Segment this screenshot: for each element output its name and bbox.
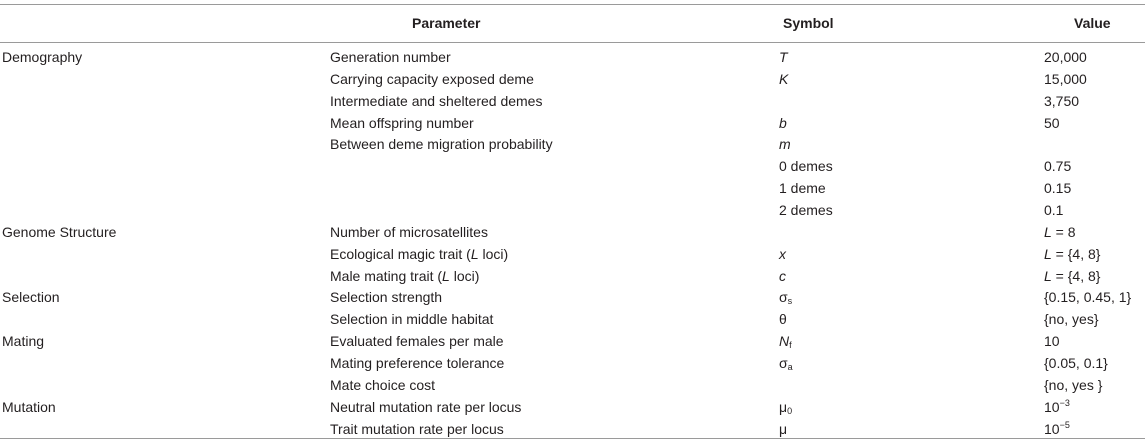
parameter-cell: Carrying capacity exposed deme <box>330 70 534 87</box>
symbol-cell: 2 demes <box>779 202 833 219</box>
value-exponent: −5 <box>1059 419 1070 430</box>
symbol-base: σ <box>779 289 788 306</box>
table-row <box>0 47 1145 69</box>
table-row <box>0 375 1145 397</box>
symbol-cell: 1 deme <box>779 180 826 197</box>
symbol-cell: x <box>779 245 786 262</box>
value-rest: = {4, 8} <box>1051 245 1101 262</box>
symbol-subscript: f <box>789 340 792 351</box>
parameter-cell: Trait mutation rate per locus <box>330 420 504 437</box>
symbol-base: N <box>779 333 790 350</box>
value-rest: = {4, 8} <box>1051 267 1101 284</box>
parameter-cell: Evaluated females per male <box>330 333 504 350</box>
parameter-cell: Neutral mutation rate per locus <box>330 398 522 415</box>
parameter-cell: Selection in middle habitat <box>330 311 494 328</box>
value-cell <box>1044 222 1076 244</box>
value-variable: L <box>1044 267 1052 284</box>
parameter-post: loci) <box>478 245 509 262</box>
top-rule <box>0 4 1145 5</box>
symbol-cell: m <box>779 136 791 153</box>
parameter-cell: Generation number <box>330 49 451 65</box>
value-cell: 10 <box>1044 333 1060 350</box>
value-cell <box>1044 244 1100 266</box>
value-cell: {0.15, 0.45, 1} <box>1044 289 1132 306</box>
symbol-cell <box>779 353 793 375</box>
value-cell: {no, yes } <box>1044 376 1103 393</box>
table-row <box>0 156 1145 178</box>
parameter-cell: Number of microsatellites <box>330 223 488 240</box>
value-cell: 0.75 <box>1044 158 1072 175</box>
value-base: 10 <box>1044 420 1060 437</box>
table-row <box>0 200 1145 222</box>
value-cell: 3,750 <box>1044 92 1080 109</box>
header-value: Value <box>1074 15 1111 31</box>
parameter-cell: Intermediate and sheltered demes <box>330 92 543 109</box>
table-row <box>0 178 1145 200</box>
value-cell: 15,000 <box>1044 70 1087 87</box>
symbol-subscript: a <box>787 362 793 373</box>
symbol-cell: b <box>779 114 787 131</box>
symbol-cell <box>779 397 792 419</box>
value-cell: 50 <box>1044 114 1060 131</box>
table-row <box>0 397 1145 419</box>
symbol-cell: K <box>779 70 789 87</box>
value-cell: {0.05, 0.1} <box>1044 355 1108 372</box>
parameter-cell: Selection strength <box>330 289 443 306</box>
category-cell: Selection <box>2 289 60 306</box>
symbol-cell: T <box>779 49 788 65</box>
table-row <box>0 309 1145 331</box>
symbol-base: σ <box>779 355 788 372</box>
symbol-base: μ <box>779 398 788 415</box>
value-cell: 0.15 <box>1044 180 1072 197</box>
category-cell: Mutation <box>2 398 56 415</box>
value-cell: 0.1 <box>1044 202 1064 219</box>
symbol-cell: 0 demes <box>779 158 833 175</box>
category-cell: Demography <box>2 49 83 65</box>
symbol-subscript: s <box>787 296 793 307</box>
symbol-cell: θ <box>779 311 787 328</box>
symbol-cell <box>779 287 792 309</box>
parameter-pre: Ecological magic trait ( <box>330 245 471 262</box>
table-body <box>0 47 1145 440</box>
table-row <box>0 331 1145 353</box>
value-variable: L <box>1044 223 1052 240</box>
table-row <box>0 69 1145 91</box>
symbol-cell <box>779 331 792 353</box>
value-cell <box>1044 397 1070 419</box>
parameter-variable: L <box>442 267 450 284</box>
parameter-cell: Mean offspring number <box>330 114 474 131</box>
parameter-cell: Mating preference tolerance <box>330 355 505 372</box>
value-exponent: −3 <box>1059 397 1070 408</box>
table-row <box>0 287 1145 309</box>
value-cell: {no, yes} <box>1044 311 1099 328</box>
parameter-pre: Male mating trait ( <box>330 267 443 284</box>
parameter-cell: Mate choice cost <box>330 376 436 393</box>
symbol-subscript: 0 <box>787 405 793 416</box>
table-row <box>0 91 1145 113</box>
symbol-cell: μ <box>779 420 788 437</box>
parameter-cell <box>330 244 508 266</box>
table-row <box>0 113 1145 135</box>
value-cell: 20,000 <box>1044 49 1087 65</box>
table-row <box>0 353 1145 375</box>
parameter-post: loci) <box>449 267 480 284</box>
parameter-variable: L <box>470 245 479 262</box>
value-base: 10 <box>1044 398 1060 415</box>
parameter-cell: Between deme migration probability <box>330 136 553 153</box>
category-cell: Mating <box>2 333 45 350</box>
parameter-cell <box>330 266 479 288</box>
header-parameter: Parameter <box>412 15 481 31</box>
bottom-rule <box>0 438 1145 439</box>
header-symbol: Symbol <box>783 15 834 31</box>
table-row <box>0 134 1145 156</box>
symbol-cell: c <box>779 267 786 284</box>
category-cell: Genome Structure <box>2 223 117 240</box>
table-row <box>0 222 1145 244</box>
table-row <box>0 244 1145 266</box>
value-rest: = 8 <box>1051 223 1076 240</box>
table-row <box>0 266 1145 288</box>
value-cell <box>1044 266 1100 288</box>
header-rule <box>0 42 1145 43</box>
value-variable: L <box>1044 245 1052 262</box>
